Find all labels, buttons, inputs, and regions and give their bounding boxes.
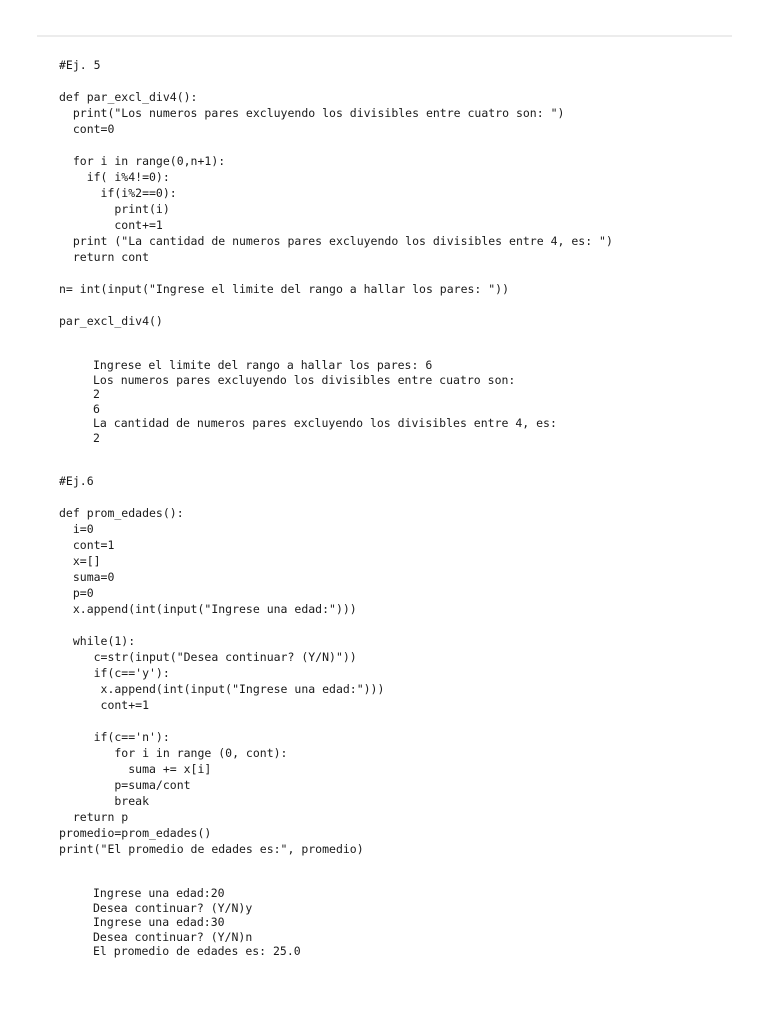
ej6-output-line: Desea continuar? (Y/N)y <box>93 900 253 915</box>
ej5-code-line: if( i%4!=0): <box>59 170 170 184</box>
ej6-code-line: cont=1 <box>59 538 115 552</box>
ej6-code-line: suma=0 <box>59 570 115 584</box>
ej6-code-line: #Ej.6 <box>59 474 94 488</box>
ej5-code-line: cont=0 <box>59 122 115 136</box>
ej5-output-block <box>93 358 557 445</box>
ej5-code-line: return cont <box>59 250 150 264</box>
ej6-code-line: if(c=='n'): <box>59 730 170 744</box>
ej6-code-line: c=str(input("Desea continuar? (Y/N)")) <box>59 650 357 664</box>
ej5-code-line: n= int(input("Ingrese el limite del rango a hallar los pares: ")) <box>59 282 510 296</box>
ej5-code-line: #Ej. 5 <box>59 58 101 72</box>
ej5-output-line: 2 <box>93 387 100 401</box>
ej6-code-line: cont+=1 <box>59 698 150 712</box>
ej6-code-line: break <box>59 794 150 808</box>
ej5-code-line: for i in range(0,n+1): <box>59 154 226 168</box>
ej6-code-line: p=suma/cont <box>59 778 191 792</box>
ej6-output-line: El promedio de edades es: 25.0 <box>93 944 301 958</box>
ej5-output-line: La cantidad de numeros pares excluyendo los divisibles entre 4, es: <box>93 416 557 430</box>
ej5-code-line: par_excl_div4() <box>59 314 163 328</box>
ej5-code-line: cont+=1 <box>59 218 163 232</box>
ej6-code-line: print("El promedio de edades es:", promedio) <box>59 842 364 856</box>
ej5-output-line: Ingrese el limite del rango a hallar los pares: 6 <box>93 358 433 372</box>
ej5-code-block <box>59 57 613 329</box>
ej5-output-line: Los numeros pares excluyendo los divisibles entre cuatro son: <box>93 372 516 387</box>
ej5-output-line: 2 <box>93 430 100 445</box>
ej6-code-line: x=[] <box>59 554 101 568</box>
ej5-code-line: print ("La cantidad de numeros pares excluyendo los divisibles entre 4, es: ") <box>59 234 613 248</box>
ej6-output-block <box>93 886 301 959</box>
ej6-code-line: return p <box>59 810 129 824</box>
ej6-code-line: i=0 <box>59 522 94 536</box>
ej6-output-line: Desea continuar? (Y/N)n <box>93 929 253 944</box>
ej5-code-line: def par_excl_div4(): <box>59 90 198 104</box>
ej6-code-line: x.append(int(input("Ingrese una edad:"))) <box>59 682 385 696</box>
ej6-code-line: suma += x[i] <box>59 762 212 776</box>
ej6-code-line: for i in range (0, cont): <box>59 746 288 760</box>
ej5-code-line: print(i) <box>59 202 170 216</box>
ej6-code-line: while(1): <box>59 634 136 648</box>
ej6-code-line: if(c=='y'): <box>59 666 170 680</box>
ej5-output-line: 6 <box>93 401 100 416</box>
ej5-code-line: print("Los numeros pares excluyendo los divisibles entre cuatro son: ") <box>59 106 565 120</box>
top-divider <box>37 35 732 37</box>
ej6-code-line: def prom_edades(): <box>59 506 184 520</box>
ej6-output-line: Ingrese una edad:30 <box>93 915 225 929</box>
ej6-code-line: x.append(int(input("Ingrese una edad:"))) <box>59 602 357 616</box>
ej6-code-line: promedio=prom_edades() <box>59 826 212 840</box>
ej6-code-block <box>59 473 384 857</box>
ej6-code-line: p=0 <box>59 586 94 600</box>
ej6-output-line: Ingrese una edad:20 <box>93 886 225 900</box>
ej5-code-line: if(i%2==0): <box>59 186 177 200</box>
